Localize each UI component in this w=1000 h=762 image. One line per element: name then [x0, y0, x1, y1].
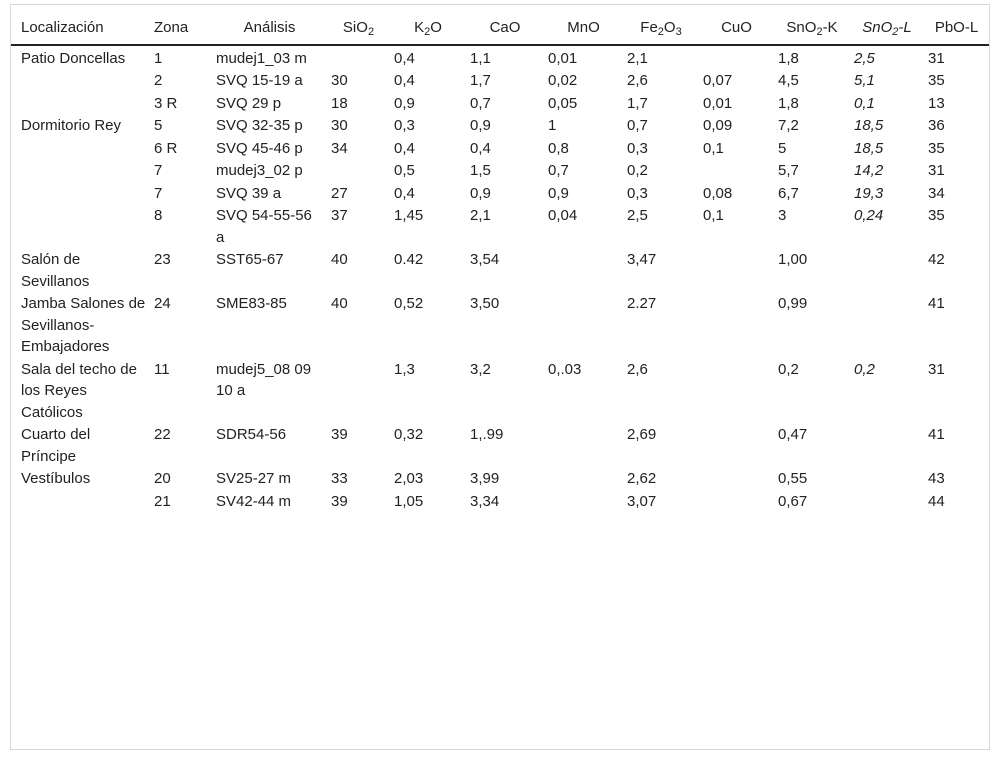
- cell-mno: 0,05: [548, 94, 578, 112]
- cell-k2o: 0,9: [394, 94, 415, 112]
- header-analisis: Análisis: [243, 19, 296, 36]
- cell-cao: 0,9: [470, 117, 491, 134]
- cell-fe2o3: 0,3: [627, 184, 648, 202]
- cell-fe2o3: 2,5: [627, 207, 648, 224]
- header-localizacion: Localización: [21, 19, 104, 36]
- cell-cuo: 0,07: [703, 72, 733, 89]
- cell-zona: 5: [154, 117, 163, 134]
- cell-zona: 2: [154, 72, 163, 89]
- cell-pbol: 13: [928, 94, 945, 112]
- cell-pbol: 44: [928, 492, 945, 510]
- cell-analisis: SVQ 54-55-56 a: [216, 207, 312, 246]
- cell-sno2k: 6,7: [778, 184, 799, 202]
- cell-pbol: 31: [928, 162, 945, 179]
- cell-pbol: 31: [928, 49, 945, 67]
- cell-cao: 1,7: [470, 72, 491, 89]
- cell-sio2: 18: [331, 94, 348, 112]
- cell-analisis: SVQ 45-46 p: [216, 139, 303, 157]
- cell-fe2o3: 0,3: [627, 139, 648, 157]
- cell-cao: 1,1: [470, 49, 491, 67]
- cell-mno: 0,02: [548, 72, 578, 89]
- cell-mno: [544, 424, 623, 468]
- cell-zona: 21: [154, 492, 171, 510]
- cell-loc: [11, 183, 150, 206]
- cell-cuo: 0,01: [703, 94, 733, 112]
- cell-fe2o3: 3,47: [627, 251, 657, 268]
- cell-sno2k: 7,2: [778, 117, 799, 134]
- cell-sio2: 27: [331, 184, 348, 202]
- cell-k2o: 0,5: [394, 162, 415, 179]
- cell-cuo: [699, 424, 774, 468]
- cell-cuo: [699, 359, 774, 425]
- cell-zona: 23: [154, 251, 171, 268]
- header-zona: Zona: [154, 19, 189, 36]
- cell-cuo: [699, 468, 774, 491]
- cell-sio2: 40: [331, 251, 348, 268]
- cell-zona: 3 R: [154, 94, 178, 112]
- cell-loc: Dormitorio Rey: [21, 117, 122, 134]
- cell-mno: 0,.03: [548, 360, 582, 378]
- cell-loc: Sala del techo de los Reyes Católicos: [21, 360, 137, 421]
- cell-sio2: 33: [331, 470, 348, 487]
- cell-analisis: SV25-27 m: [216, 470, 292, 487]
- cell-loc: Salón de Sevillanos: [21, 251, 90, 290]
- cell-mno: 0,8: [548, 139, 569, 157]
- cell-analisis: SVQ 39 a: [216, 184, 282, 202]
- cell-sno2k: 1,8: [778, 49, 799, 67]
- cell-sno2k: 0,99: [778, 295, 808, 312]
- cell-sno2l: [850, 424, 924, 468]
- cell-zona: 8: [154, 207, 163, 224]
- cell-analisis: SVQ 15-19 a: [216, 72, 303, 89]
- cell-sno2k: 1,00: [778, 251, 808, 268]
- cell-analisis: SDR54-56: [216, 426, 287, 443]
- cell-sno2l: 0,2: [854, 360, 875, 378]
- cell-pbol: 31: [928, 360, 945, 378]
- cell-sio2: 39: [331, 426, 348, 443]
- cell-cao: 3,50: [470, 295, 500, 312]
- cell-cao: 3,99: [470, 470, 500, 487]
- cell-sno2l: 0,1: [854, 94, 875, 112]
- cell-analisis: SME83-85: [216, 295, 287, 312]
- cell-k2o: 0,52: [394, 295, 424, 312]
- table-row: [11, 93, 989, 116]
- cell-mno: [544, 491, 623, 514]
- cell-pbol: 35: [928, 139, 945, 157]
- header-mno: MnO: [567, 19, 600, 36]
- cell-zona: 11: [154, 360, 170, 378]
- cell-cao: 3,34: [470, 492, 500, 510]
- cell-pbol: 36: [928, 117, 945, 134]
- cell-mno: 0,7: [548, 162, 569, 179]
- cell-fe2o3: 2.27: [627, 295, 657, 312]
- cell-cuo: [699, 491, 774, 514]
- cell-k2o: 1,3: [394, 360, 415, 378]
- cell-mno: [544, 293, 623, 359]
- cell-cao: 1,5: [470, 162, 491, 179]
- cell-mno: [544, 468, 623, 491]
- header-cuo: CuO: [721, 19, 752, 36]
- cell-loc: [11, 138, 150, 161]
- table-row: [11, 160, 989, 183]
- cell-cuo: 0,1: [703, 207, 724, 224]
- cell-loc: Cuarto del Príncipe: [21, 426, 91, 465]
- cell-sno2k: 0,2: [778, 360, 799, 378]
- cell-k2o: 0,3: [394, 117, 415, 134]
- header-pbo-l: PbO-L: [934, 19, 979, 36]
- table-row: [11, 70, 989, 93]
- cell-sno2l: 14,2: [854, 162, 884, 179]
- cell-sio2: [327, 359, 390, 425]
- cell-sno2l: 18,5: [854, 139, 884, 157]
- cell-sno2k: 1,8: [778, 94, 799, 112]
- cell-sno2l: [850, 468, 924, 491]
- cell-pbol: 35: [928, 72, 945, 89]
- cell-analisis: SST65-67: [216, 251, 284, 268]
- cell-sno2l: [850, 293, 924, 359]
- cell-loc: [11, 491, 150, 514]
- cell-pbol: 42: [928, 251, 945, 268]
- cell-cao: 2,1: [470, 207, 491, 224]
- composition-table: [11, 5, 989, 513]
- table-row: [11, 249, 989, 293]
- cell-pbol: 41: [928, 295, 945, 312]
- cell-sno2l: 0,24: [854, 207, 884, 224]
- cell-cao: 0,7: [470, 94, 491, 112]
- cell-sno2l: [850, 249, 924, 293]
- cell-loc: [11, 205, 150, 249]
- cell-loc: [11, 160, 150, 183]
- cell-pbol: 43: [928, 470, 945, 487]
- table-row: [11, 138, 989, 161]
- cell-pbol: 41: [928, 426, 945, 443]
- cell-sno2l: 18,5: [854, 117, 884, 134]
- table-row: [11, 424, 989, 468]
- cell-loc: Vestíbulos: [21, 470, 91, 487]
- cell-k2o: 1,45: [394, 207, 424, 224]
- table-row: [11, 115, 989, 138]
- cell-cao: 1,.99: [470, 426, 504, 443]
- cell-sio2: 30: [331, 117, 348, 134]
- cell-cao: 0,9: [470, 184, 491, 202]
- cell-k2o: 0,4: [394, 49, 415, 67]
- cell-sno2l: 2,5: [854, 49, 875, 67]
- cell-analisis: SVQ 29 p: [216, 94, 282, 112]
- cell-loc: [11, 93, 150, 116]
- cell-k2o: 0,4: [394, 72, 415, 89]
- cell-sio2: 37: [331, 207, 348, 224]
- cell-cao: 0,4: [470, 139, 491, 157]
- cell-k2o: 0,4: [394, 139, 415, 157]
- cell-fe2o3: 2,1: [627, 49, 648, 67]
- header-cao: CaO: [489, 19, 521, 36]
- cell-k2o: 0.42: [394, 251, 424, 268]
- cell-sno2k: 0,67: [778, 492, 808, 510]
- cell-fe2o3: 2,6: [627, 360, 648, 378]
- cell-zona: 20: [154, 470, 171, 487]
- cell-sno2k: 4,5: [778, 72, 799, 89]
- cell-sno2l: [850, 491, 924, 514]
- header-sno2-l: SnO$_2$-L: [862, 19, 912, 38]
- table-row: [11, 293, 989, 359]
- cell-mno: 1: [548, 117, 557, 134]
- table-row: [11, 205, 989, 249]
- table-row: [11, 359, 989, 425]
- cell-mno: [544, 249, 623, 293]
- cell-cao: 3,2: [470, 360, 491, 378]
- cell-fe2o3: 1,7: [627, 94, 648, 112]
- cell-sio2: [327, 160, 390, 183]
- cell-zona: 24: [154, 295, 171, 312]
- cell-sno2k: 3: [778, 207, 787, 224]
- cell-zona: 7: [154, 162, 163, 179]
- cell-zona: 7: [154, 184, 163, 202]
- header-k2o: $K_2O$: [414, 19, 442, 38]
- cell-sno2l: 5,1: [854, 72, 875, 89]
- table-row: [11, 183, 989, 206]
- cell-fe2o3: 2,6: [627, 72, 648, 89]
- cell-cao: 3,54: [470, 251, 500, 268]
- cell-fe2o3: 0,7: [627, 117, 648, 134]
- header-sno2-k: SnO$_2$-K: [786, 19, 838, 38]
- cell-sno2l: 19,3: [854, 184, 884, 202]
- table-frame: [10, 4, 990, 750]
- cell-sio2: [327, 45, 390, 71]
- cell-fe2o3: 2,62: [627, 470, 657, 487]
- cell-mno: 0,9: [548, 184, 569, 202]
- cell-fe2o3: 3,07: [627, 492, 657, 510]
- cell-mno: 0,01: [548, 49, 578, 67]
- cell-mno: 0,04: [548, 207, 578, 224]
- table-row: [11, 45, 989, 71]
- cell-sno2k: 0,55: [778, 470, 808, 487]
- cell-zona: 6 R: [154, 139, 178, 157]
- cell-k2o: 0,4: [394, 184, 415, 202]
- cell-k2o: 2,03: [394, 470, 424, 487]
- table-row: [11, 468, 989, 491]
- cell-zona: 22: [154, 426, 171, 443]
- cell-k2o: 1,05: [394, 492, 424, 510]
- cell-sio2: 30: [331, 72, 348, 89]
- cell-cuo: 0,1: [703, 139, 724, 157]
- cell-k2o: 0,32: [394, 426, 424, 443]
- table-row: [11, 491, 989, 514]
- header-row: [11, 5, 989, 45]
- cell-cuo: 0,09: [703, 117, 733, 134]
- cell-zona: 1: [154, 49, 163, 67]
- cell-sio2: 34: [331, 139, 348, 157]
- cell-analisis: SVQ 32-35 p: [216, 117, 303, 134]
- cell-sno2k: 5,7: [778, 162, 799, 179]
- cell-cuo: 0,08: [703, 184, 733, 202]
- cell-analisis: mudej5_08 09 10 a: [216, 360, 312, 399]
- cell-analisis: SV42-44 m: [216, 492, 292, 510]
- cell-sno2k: 5: [778, 139, 787, 157]
- cell-pbol: 34: [928, 184, 945, 202]
- cell-sno2k: 0,47: [778, 426, 808, 443]
- cell-cuo: [699, 160, 774, 183]
- cell-analisis: mudej3_02 p: [216, 162, 303, 179]
- cell-fe2o3: 0,2: [627, 162, 648, 179]
- header-sio2: SiO$_2$: [342, 19, 375, 38]
- cell-sio2: 39: [331, 492, 348, 510]
- cell-cuo: [699, 45, 774, 71]
- cell-cuo: [699, 293, 774, 359]
- cell-loc: Patio Doncellas: [21, 49, 126, 67]
- cell-analisis: mudej1_03 m: [216, 49, 307, 67]
- cell-loc: Jamba Salones de Sevillanos-Embajadores: [21, 295, 146, 355]
- cell-cuo: [699, 249, 774, 293]
- cell-fe2o3: 2,69: [627, 426, 657, 443]
- cell-pbol: 35: [928, 207, 945, 224]
- cell-sio2: 40: [331, 295, 348, 312]
- header-fe2o3: $Fe_2O_3$: [640, 19, 682, 38]
- cell-loc: [11, 70, 150, 93]
